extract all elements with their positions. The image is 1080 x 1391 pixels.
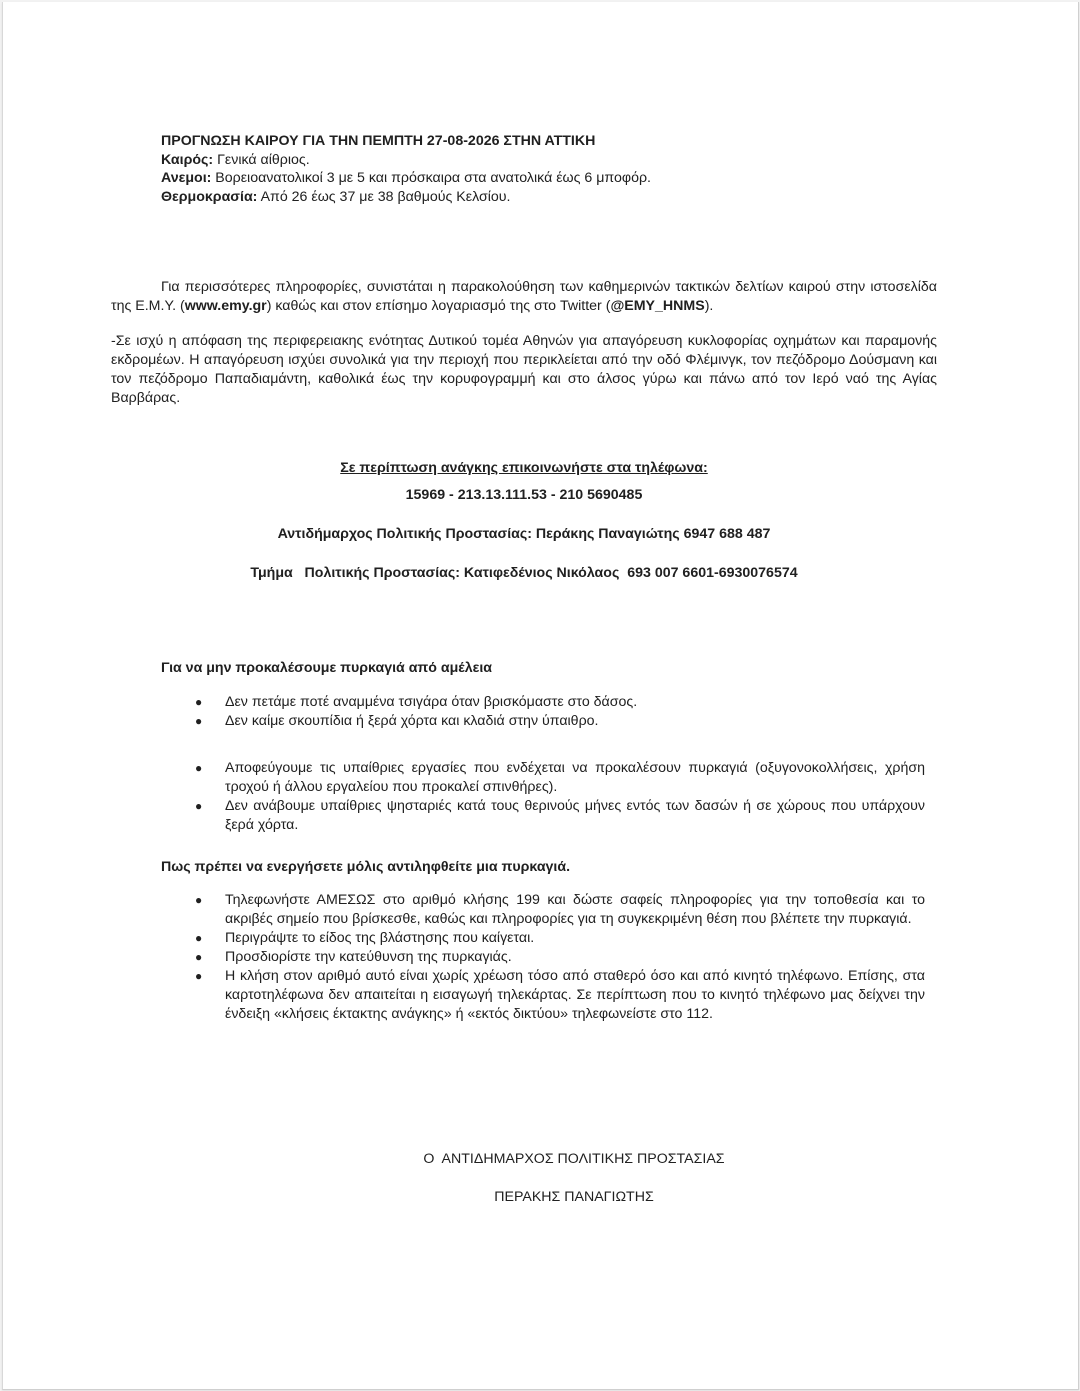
info-text-c: ).: [704, 298, 714, 314]
signature-name: ΠΕΡΑΚΗΣ ΠΑΝΑΓΙΩΤΗΣ: [494, 1189, 654, 1205]
action-title: Πως πρέπει να ενεργήσετε μόλις αντιληφθείτε μια πυρκαγιά.: [161, 859, 571, 875]
prevention-title: Για να μην προκαλέσουμε πυρκαγιά από αμέλεια: [161, 660, 492, 676]
twitter-handle[interactable]: @EMY_HNMS: [610, 298, 705, 314]
department-contact: Τμήμα Πολιτικής Προστασίας: Κατιφεδένιος Νικόλαος 693 007 6601-6930076574: [250, 565, 798, 581]
info-text-a: Για περισσότερες πληροφορίες, συνιστάται η παρακολούθηση των καθημερινών τακτικών δελτίων καιρού στην ιστοσελίδα της Ε.Μ.Υ. (: [111, 279, 937, 314]
forecast-temperature: [161, 188, 937, 207]
list-item-text: Δεν ανάβουμε υπαίθριες ψησταριές κατά τους θερινούς μήνες εντός των δασών ή σε χώρους που υπάρχουν ξερά χόρτα.: [225, 798, 925, 833]
temp-label: Θερμοκρασία:: [161, 188, 258, 205]
forecast-wind: [161, 169, 937, 188]
list-item: [161, 693, 925, 712]
bullet-icon: ●: [195, 695, 203, 709]
list-item-text: Αποφεύγουμε τις υπαίθριες εργασίες που ενδέχεται να προκαλέσουν πυρκαγιά (οξυγονοκολλήσεις, χρήση τροχού ή άλλου εργαλείου που προκαλεί σπινθήρες).: [225, 760, 925, 795]
list-item-text: Περιγράψτε το είδος της βλάστησης που καίγεται.: [225, 930, 535, 946]
info-paragraph: [111, 278, 937, 316]
wind-label: Ανεμοι:: [161, 170, 212, 186]
list-item: [161, 948, 925, 967]
list-item-text: Δεν καίμε σκουπίδια ή ξερά χόρτα και κλαδιά στην ύπαιθρο.: [225, 713, 599, 729]
temp-value: Από 26 έως 37 με 38 βαθμούς Κελσίου.: [257, 188, 511, 205]
ban-paragraph: -Σε ισχύ η απόφαση της περιφερειακης ενότητας Δυτικού τομέα Αθηνών για απαγόρευση κυκλοφορίας οχημάτων και παραμονής εκδρομέων. Η απαγόρευση ισχύει συνολικά για την περιοχή που περικλείεται από την οδό Φλέμινγκ, τον πεζόδρομο Δούσμανη και τον πεζόδρομο Παπαδιαμάντη, καθολικά έως την κορυφογραμμή και στο άλσος γύρω και πάνω από τον Ιερό ναό της Αγίας Βαρβάρας.: [111, 333, 937, 406]
info-text-b: ) καθώς και στον επίσημο λογαριασμό της στο Twitter (: [266, 298, 611, 314]
list-item-text: Προσδιορίστε την κατεύθυνση της πυρκαγιάς.: [225, 949, 512, 965]
bullet-icon: ●: [195, 799, 203, 813]
forecast-title: ΠΡΟΓΝΩΣΗ ΚΑΙΡΟΥ ΓΙΑ ΤΗΝ ΠΕΜΠΤΗ 27-08-2026 ΣΤΗΝ ΑΤΤΙΚΗ: [161, 133, 596, 149]
list-item: [161, 891, 925, 929]
prevention-list-1: [161, 693, 925, 731]
bullet-icon: ●: [195, 950, 203, 964]
forecast-weather: [161, 151, 937, 170]
emergency-heading: Σε περίπτωση ανάγκης επικοινωνήστε στα τηλέφωνα:: [340, 460, 708, 476]
list-item-text: Τηλεφωνήστε ΑΜΕΣΩΣ στο αριθμό κλήσης 199 και δώστε σαφείς πληροφορίες για την τοποθεσία και το ακριβές σημείο που βρίσκεσθε, καθώς και πληροφορίες για τη συγκεκριμένη θέση που βλέπετε την πυρκαγιά.: [225, 892, 925, 927]
list-item: [161, 929, 925, 948]
bullet-icon: ●: [195, 714, 203, 728]
document-page: [2, 2, 1079, 1390]
weather-value: Γενικά αίθριος.: [213, 151, 310, 168]
weather-label: Καιρός:: [161, 151, 214, 168]
signature-role: Ο ΑΝΤΙΔΗΜΑΡΧΟΣ ΠΟΛΙΤΙΚΗΣ ΠΡΟΣΤΑΣΙΑΣ: [423, 1151, 725, 1167]
list-item: [161, 967, 925, 1024]
list-item-text: Η κλήση στον αριθμό αυτό είναι χωρίς χρέωση τόσο από σταθερό όσο και από κινητό τηλέφωνο. Επίσης, στα καρτοτηλέφωνα δεν απαιτείται η εισαγωγή τηλεκάρτας. Σε περίπτωση που το κινητό τηλέφωνο μας δείχνει την ένδειξη «κλήσεις έκτακτης ανάγκης» ή «εκτός δικτύου» τηλεφωνείστε στο 112.: [225, 968, 925, 1022]
list-item-text: Δεν πετάμε ποτέ αναμμένα τσιγάρα όταν βρισκόμαστε στο δάσος.: [225, 694, 638, 710]
bullet-icon: ●: [195, 969, 203, 983]
forecast-block: [161, 132, 937, 206]
list-item: [161, 759, 925, 797]
emy-link[interactable]: www.emy.gr: [184, 298, 267, 314]
bullet-icon: ●: [195, 931, 203, 945]
bullet-icon: ●: [195, 761, 203, 775]
wind-value: Βορειοανατολικοί 3 με 5 και πρόσκαιρα στα ανατολικά έως 6 μποφόρ.: [211, 170, 651, 186]
list-item: [161, 797, 925, 835]
action-list: [161, 891, 925, 1024]
bullet-icon: ●: [195, 893, 203, 907]
emergency-phones: 15969 - 213.13.111.53 - 210 5690485: [405, 487, 643, 503]
prevention-list-2: [161, 759, 925, 835]
list-item: [161, 712, 925, 731]
deputy-mayor-contact: Αντιδήμαρχος Πολιτικής Προστασίας: Περάκης Παναγιώτης 6947 688 487: [277, 526, 771, 542]
